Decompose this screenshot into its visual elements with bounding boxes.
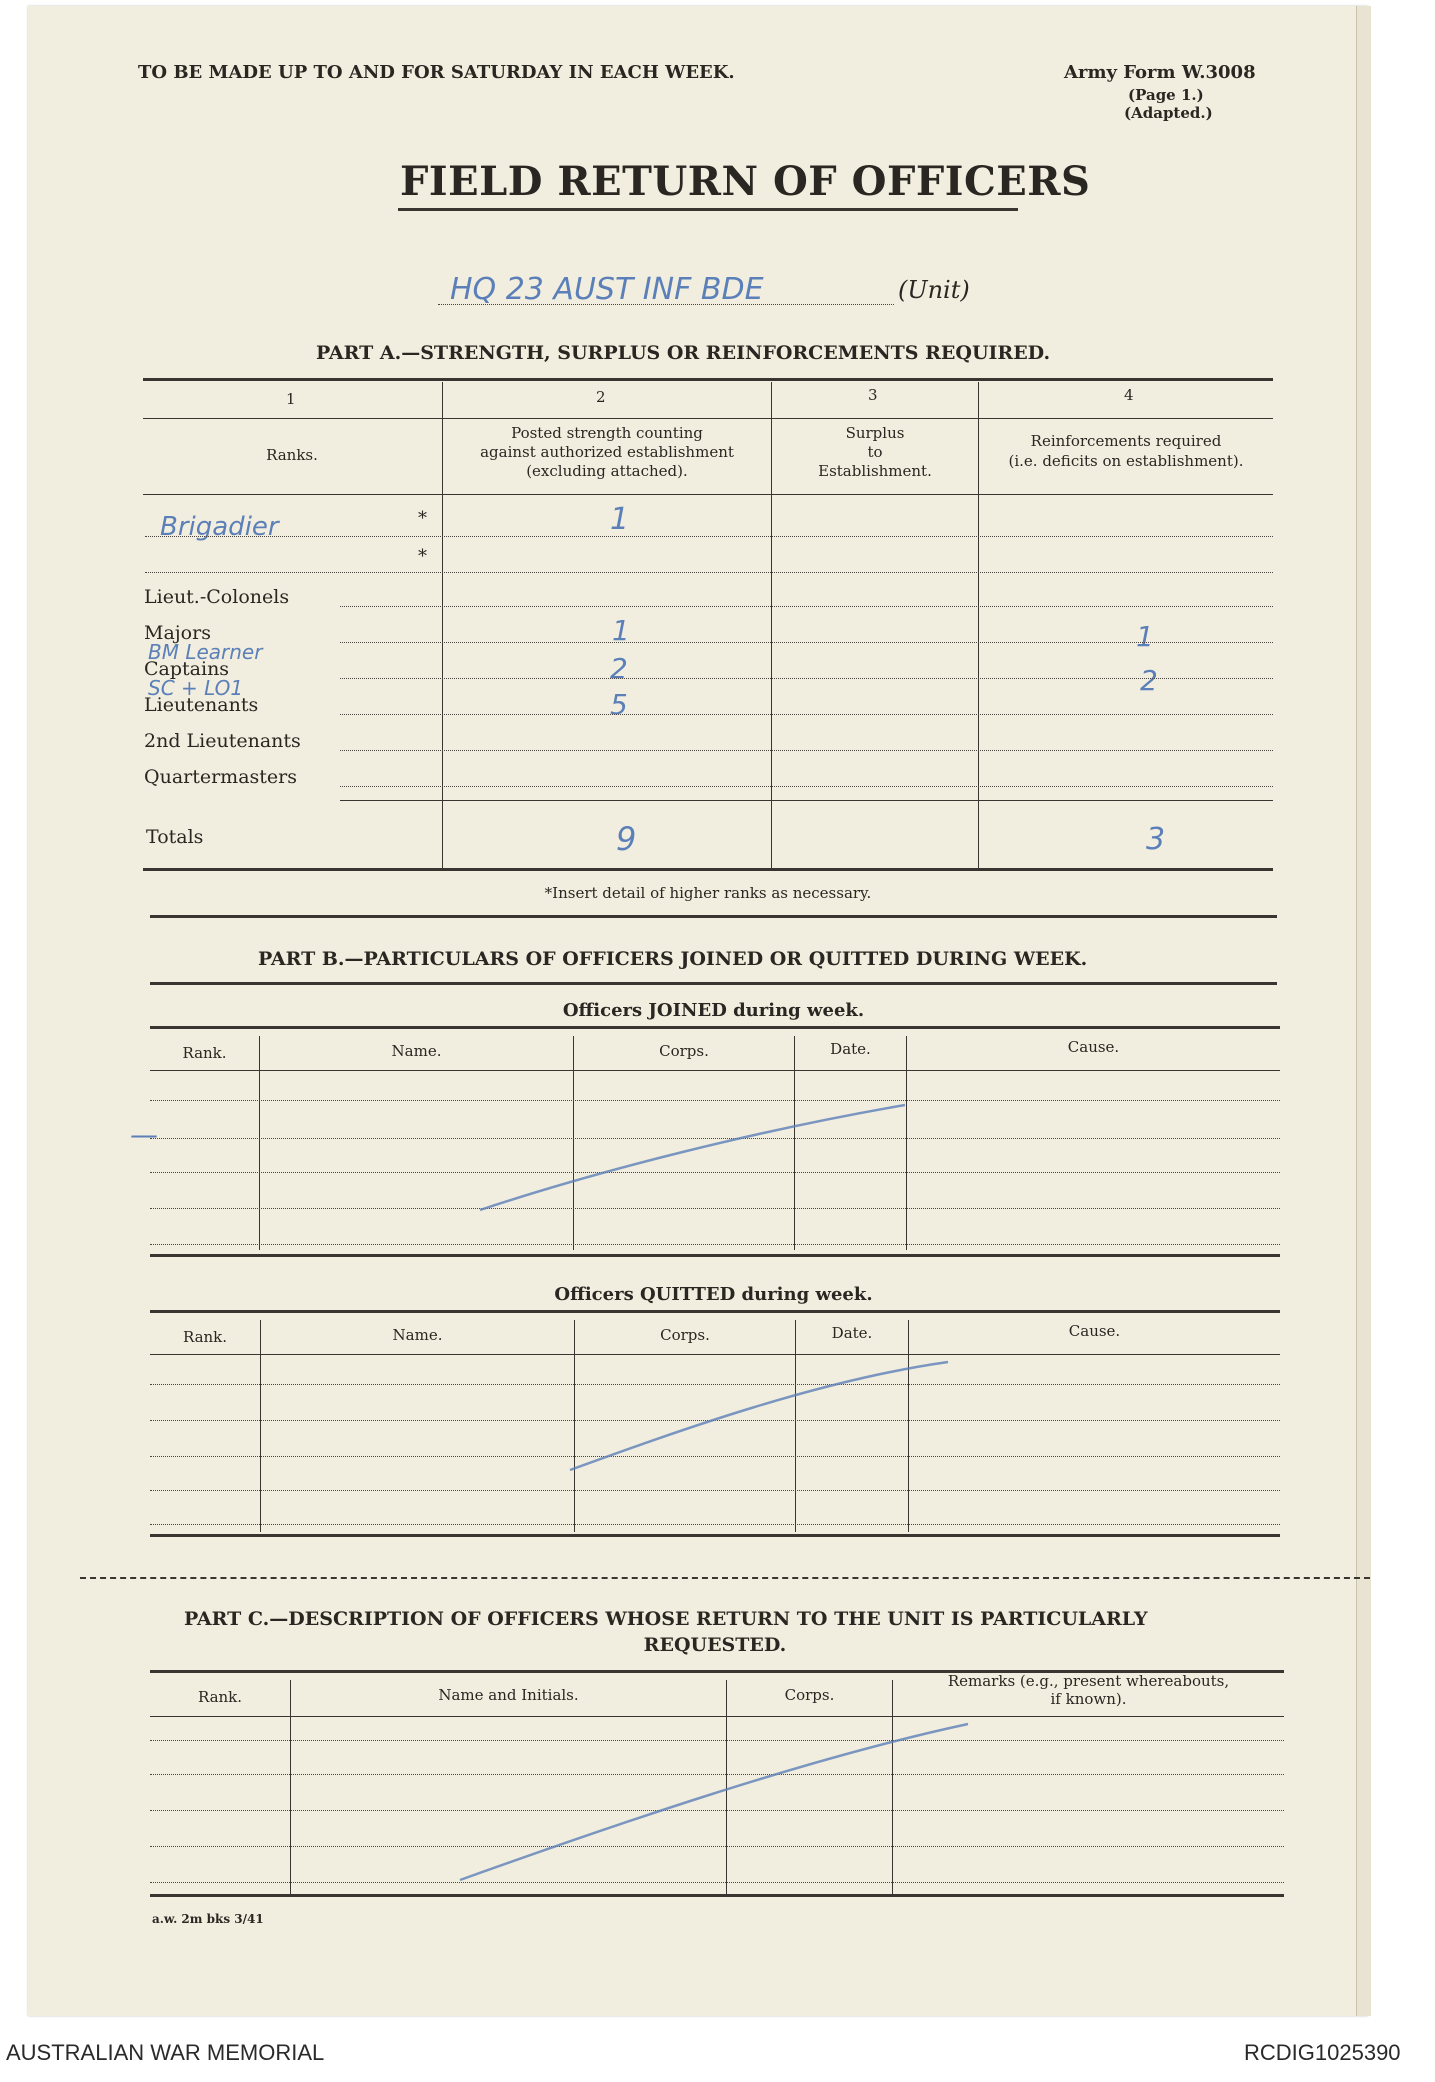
rank-captains: Captains (144, 658, 230, 680)
captains-reinf-value: 2 (1140, 664, 1158, 697)
col-header-surplus-2: to (867, 443, 883, 461)
page-title: FIELD RETURN OF OFFICERS (400, 158, 1091, 205)
part-c-heading-1: PART C.—DESCRIPTION OF OFFICERS WHOSE RETURN TO THE UNIT IS PARTICULARLY (184, 1608, 1148, 1630)
rank-2nd-lieutenants: 2nd Lieutenants (144, 730, 301, 752)
majors-reinf-value: 1 (1136, 620, 1154, 653)
quitted-col-corps: Corps. (660, 1326, 710, 1344)
quitted-table-title: Officers QUITTED during week. (554, 1284, 873, 1305)
joined-table-title: Officers JOINED during week. (562, 1000, 865, 1021)
footer-archive-name: AUSTRALIAN WAR MEMORIAL (6, 2040, 325, 2065)
col-header-ranks: Ranks. (266, 446, 318, 464)
quitted-col-cause: Cause. (1068, 1322, 1121, 1340)
rank-majors: Majors (144, 622, 211, 644)
star-mark-1: * (418, 508, 427, 529)
totals-posted-value: 9 (616, 820, 637, 858)
annotation-bm-learner: BM Learner (148, 640, 263, 664)
quitted-col-date: Date. (831, 1324, 873, 1342)
form-adapted: (Adapted.) (1124, 104, 1213, 122)
part-c-col-remarks-2: if known). (1050, 1690, 1127, 1708)
part-b-heading: PART B.—PARTICULARS OF OFFICERS JOINED OR QUITTED DURING WEEK. (258, 948, 1088, 970)
part-c-col-name: Name and Initials. (438, 1686, 579, 1704)
col-number-4: 4 (1124, 386, 1134, 404)
col-number-3: 3 (868, 386, 878, 404)
rank-lieut-colonels: Lieut.-Colonels (144, 586, 290, 608)
print-code: a.w. 2m bks 3/41 (152, 1912, 264, 1926)
totals-label: Totals (146, 826, 204, 848)
col-number-1: 1 (286, 390, 296, 408)
lieutenants-posted-value: 5 (610, 688, 628, 721)
header-instruction: TO BE MADE UP TO AND FOR SATURDAY IN EACH WEEK. (138, 62, 735, 83)
rank-lieutenants: Lieutenants (144, 694, 259, 716)
quitted-col-rank: Rank. (182, 1328, 228, 1346)
col-header-reinf-2: (i.e. deficits on establishment). (1008, 452, 1244, 470)
form-page: (Page 1.) (1128, 86, 1204, 104)
form-number: Army Form W.3008 (1064, 62, 1256, 83)
part-a-footnote: *Insert detail of higher ranks as necessary. (544, 884, 872, 902)
col-header-posted-1: Posted strength counting (511, 424, 703, 442)
totals-reinf-value: 3 (1146, 822, 1166, 857)
part-c-col-rank: Rank. (197, 1688, 243, 1706)
rank-quartermasters: Quartermasters (144, 766, 297, 788)
joined-col-date: Date. (830, 1040, 871, 1058)
joined-col-cause: Cause. (1067, 1038, 1120, 1056)
col-header-posted-3: (excluding attached). (526, 462, 688, 480)
col-header-surplus-3: Establishment. (818, 462, 932, 480)
captains-posted-value: 2 (610, 652, 628, 685)
joined-col-rank: Rank. (182, 1044, 227, 1062)
quitted-col-name: Name. (392, 1326, 443, 1344)
part-c-heading-2: REQUESTED. (643, 1634, 787, 1656)
col-header-posted-2: against authorized establishment (480, 443, 734, 461)
star-mark-2: * (418, 546, 427, 567)
part-a-heading: PART A.—STRENGTH, SURPLUS OR REINFORCEMENTS REQUIRED. (316, 342, 1051, 364)
col-header-surplus-1: Surplus (845, 424, 905, 442)
unit-value: HQ 23 AUST INF BDE (450, 272, 764, 307)
footer-record-id: RCDIG1025390 (1244, 2040, 1401, 2065)
joined-col-name: Name. (391, 1042, 442, 1060)
star-posted-value: 1 (610, 502, 630, 537)
annotation-sc-lo1: SC + LO1 (148, 676, 244, 700)
part-c-col-remarks-1: Remarks (e.g., present whereabouts, (947, 1672, 1230, 1690)
col-header-reinf-1: Reinforcements required (1030, 432, 1222, 450)
joined-col-corps: Corps. (659, 1042, 709, 1060)
part-c-col-corps: Corps. (784, 1686, 835, 1704)
majors-posted-value: 1 (612, 614, 630, 647)
col-number-2: 2 (596, 388, 606, 406)
joined-nil-mark: — (130, 1118, 158, 1151)
part-c-bottom-rule (150, 1894, 1284, 1897)
star-rank-brigadier: Brigadier (160, 512, 279, 542)
unit-label: (Unit) (898, 276, 970, 304)
